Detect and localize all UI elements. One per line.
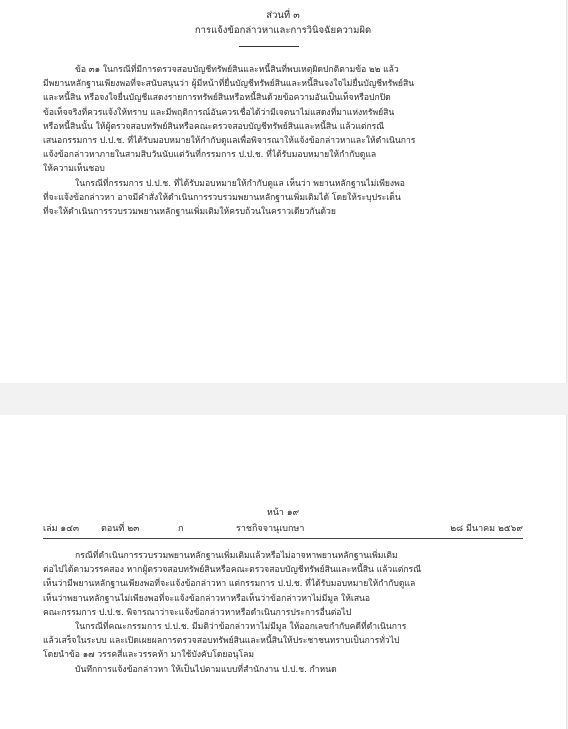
body-line: เห็นว่ามีพยานหลักฐานเพียงพอที่จะแจ้งข้อกล่าวหา แต่กรรมการ ป.ป.ช. ที่ได้รับมอบหมายให้กำกับดูแล (43, 579, 416, 590)
body-line: และหนี้สิน หรือจงใจยื่นบัญชีแสดงรายการทรัพย์สินหรือหนี้สินด้วยข้อความอันเป็นเท็จหรือปกปิด (43, 93, 391, 104)
header-part: ตอนที่ ๒๓ (101, 524, 140, 534)
body-line: แจ้งข้อกล่าวหาภายในสามสิบวันนับแต่วันที่กรรมการ ป.ป.ช. ที่ได้รับมอบหมายให้กำกับดูแล (43, 150, 377, 161)
body-line: กรณีที่ดำเนินการรวบรวมพยานหลักฐานเพิ่มเติมแล้วหรือไม่อาจหาพยานหลักฐานเพิ่มเติม (75, 551, 398, 561)
header-volume: เล่ม ๑๔๓ (43, 524, 80, 534)
body-line: ในกรณีที่คณะกรรมการ ป.ป.ช. มีมติว่าข้อกล่าวหาไม่มีมูล ให้ออกเลขกำกับคดีที่ดำเนินการ (75, 621, 407, 632)
gazette-header (43, 523, 523, 535)
body-line: ในกรณีที่กรรมการ ป.ป.ช. ที่ได้รับมอบหมายให้กำกับดูแล เห็นว่า พยานหลักฐานไม่เพียงพอ (75, 178, 405, 189)
body-line: คณะกรรมการ ป.ป.ช. พิจารณาว่าจะแจ้งข้อกล่าวหาหรือดำเนินการประการอื่นต่อไป (43, 607, 352, 618)
body-line: แล้วเสร็จในระบบ และเปิดเผยผลการตรวจสอบทรัพย์สินและหนี้สินให้ประชาชนทราบเป็นการทั่วไป (43, 636, 400, 647)
body-line: หรือหนี้สินนั้น ให้ผู้ตรวจสอบทรัพย์สินหรือคณะตรวจสอบบัญชีทรัพย์สินและหนี้สิน แล้วแต่กรณี (43, 121, 385, 132)
section-heading: ส่วนที่ ๓ (266, 10, 300, 21)
body-line: ที่จะให้ดำเนินการรวบรวมพยานหลักฐานเพิ่มเติมให้ครบถ้วนในคราวเดียวกันด้วย (43, 206, 336, 217)
body-line: ให้ความเห็นชอบ (43, 164, 105, 175)
page-number: หน้า ๑๙ (266, 508, 300, 518)
body-line: เสนอกรรมการ ป.ป.ช. ที่ได้รับมอบหมายให้กำกับดูแลเพื่อพิจารณาให้แจ้งข้อกล่าวหาและให้ดำเนินการ (43, 135, 416, 146)
page1-body-text (43, 63, 523, 219)
section-title: การแจ้งข้อกล่าวหาและการวินิจฉัยความผิด (194, 25, 372, 36)
body-line: ที่จะแจ้งข้อกล่าวหา อาจมีคำสั่งให้ดำเนินการรวบรวมพยานหลักฐานเพิ่มเติมได้ โดยให้ระบุประเด็น (43, 192, 401, 203)
header-date: ๒๘ มีนาคม ๒๕๖๙ (450, 524, 523, 534)
title-underline (239, 46, 299, 47)
body-line: โดยนำข้อ ๑๗ วรรคสี่และวรรคห้า มาใช้บังคับโดยอนุโลม (43, 650, 255, 661)
header-rule (43, 538, 523, 539)
page2-body-text (43, 549, 523, 677)
body-line: เห็นว่าพยานหลักฐานไม่เพียงพอที่จะแจ้งข้อกล่าวหาหรือเห็นว่าข้อกล่าวหาไม่มีมูล ให้เสนอ (43, 593, 371, 604)
document-page-2 (0, 415, 567, 729)
body-line: มีพยานหลักฐานเพียงพอที่จะสนับสนุนว่า ผู้มีหน้าที่ยื่นบัญชีทรัพย์สินและหนี้สินจงใจไม่ยื่นบัญชีทรัพย์สิน (43, 79, 415, 90)
body-line: ต่อไปได้ตามวรรคสอง หากผู้ตรวจสอบทรัพย์สินหรือคณะตรวจสอบบัญชีทรัพย์สินและหนี้สิน แล้วแต่กรณี (43, 565, 422, 576)
body-line: บันทึกการแจ้งข้อกล่าวหา ให้เป็นไปตามแบบที่สำนักงาน ป.ป.ช. กำหนด (75, 664, 337, 675)
body-line: ข้อ ๓๑ ในกรณีที่มีการตรวจสอบบัญชีทรัพย์สินและหนี้สินที่พบเหตุผิดปกติตามข้อ ๒๒ แล้ว (75, 65, 399, 75)
header-section: ก (178, 524, 184, 534)
header-publication: ราชกิจจานุเบกษา (236, 524, 305, 534)
body-line: ข้อเท็จจริงที่ควรแจ้งให้ทราบ และมีพฤติการณ์อันควรเชื่อได้ว่ามีเจตนาไม่แสดงที่มาแห่งทรัพย์สิน (43, 107, 395, 118)
